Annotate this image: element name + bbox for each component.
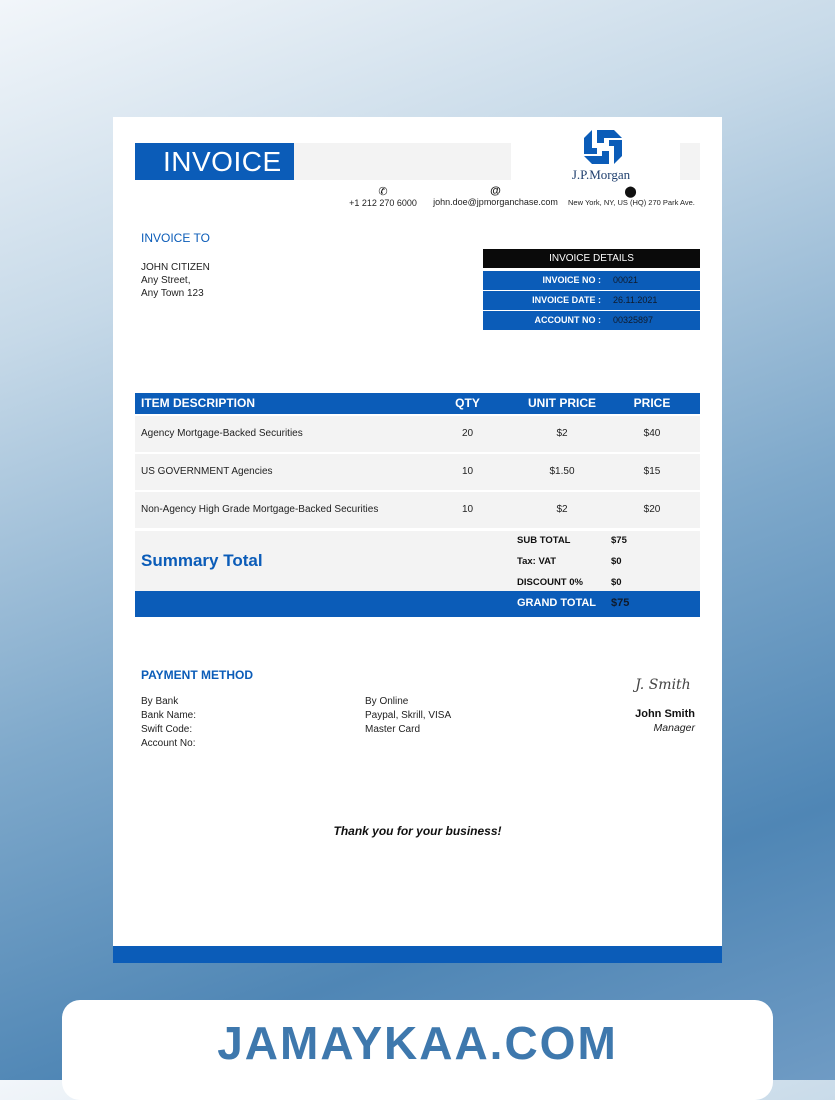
items-table-header xyxy=(135,393,700,414)
header-description: ITEM DESCRIPTION xyxy=(141,396,256,410)
thank-you-note: Thank you for your business! xyxy=(333,824,502,838)
payment-method-heading: PAYMENT METHOD xyxy=(141,668,254,682)
detail-row-invoice-no: INVOICE NO : 00021 xyxy=(483,271,700,290)
at-icon: @ xyxy=(490,185,501,197)
header-unit-price: UNIT PRICE xyxy=(527,396,596,410)
summary-area xyxy=(135,531,700,591)
invoice-to-heading: INVOICE TO xyxy=(141,231,210,245)
payment-online: By Online Paypal, Skrill, VISA Master Card xyxy=(365,696,452,735)
table-row: Non-Agency High Grade Mortgage-Backed Securities 10 $2 $20 xyxy=(135,492,700,528)
footer-bar xyxy=(113,946,722,963)
phone-block xyxy=(343,185,423,208)
handwritten-signature: J. Smith xyxy=(635,677,691,693)
invoice-title: INVOICE xyxy=(135,143,294,180)
address-text: New York, NY, US (HQ) 270 Park Ave. xyxy=(568,198,695,207)
detail-row-account-no: ACCOUNT NO : 00325897 xyxy=(483,311,700,330)
table-row: Agency Mortgage-Backed Securities 20 $2 $40 xyxy=(135,416,700,452)
invoice-details-heading: INVOICE DETAILS xyxy=(483,249,700,268)
summary-title: Summary Total xyxy=(141,551,263,570)
grand-total-value: $75 xyxy=(611,597,630,609)
grand-total-bar xyxy=(135,591,700,617)
email-block xyxy=(433,185,558,207)
signatory-role: Manager xyxy=(653,722,695,734)
discount-value: $0 xyxy=(611,577,622,588)
customer-name: JOHN CITIZEN xyxy=(141,262,210,273)
customer-street: Any Street, xyxy=(141,275,191,286)
table-row: US GOVERNMENT Agencies 10 $1.50 $15 xyxy=(135,454,700,490)
jpmorgan-logo-icon xyxy=(583,129,623,165)
header-price: PRICE xyxy=(633,396,671,410)
email-text: john.doe@jpmorganchase.com xyxy=(433,197,558,207)
header-grey-bar xyxy=(294,143,511,180)
brand-name: J.P.Morgan xyxy=(571,167,631,182)
discount-label: DISCOUNT 0% xyxy=(517,577,583,588)
location-pin-icon: ⬤ xyxy=(624,186,637,198)
address-block xyxy=(568,185,693,207)
detail-row-invoice-date: INVOICE DATE : 26.11.2021 xyxy=(483,291,700,310)
watermark-banner xyxy=(62,1000,773,1100)
header-qty: QTY xyxy=(455,396,480,410)
tax-value: $0 xyxy=(611,556,622,567)
subtotal-label: SUB TOTAL xyxy=(517,535,571,546)
watermark-text: JAMAYKAA.COM xyxy=(217,1017,618,1069)
tax-label: Tax: VAT xyxy=(517,556,557,567)
payment-bank: By Bank Bank Name: Swift Code: Account No: xyxy=(141,696,197,749)
invoice-sheet xyxy=(113,117,722,963)
bill-to-address xyxy=(141,261,210,300)
header-grey-bar-right xyxy=(680,143,700,180)
customer-town: Any Town 123 xyxy=(141,288,204,299)
phone-text: +1 212 270 6000 xyxy=(349,198,417,208)
signatory-name: John Smith xyxy=(635,708,695,720)
subtotal-value: $75 xyxy=(611,535,627,546)
grand-total-label: GRAND TOTAL xyxy=(517,597,597,609)
phone-icon: ✆ xyxy=(378,186,388,198)
